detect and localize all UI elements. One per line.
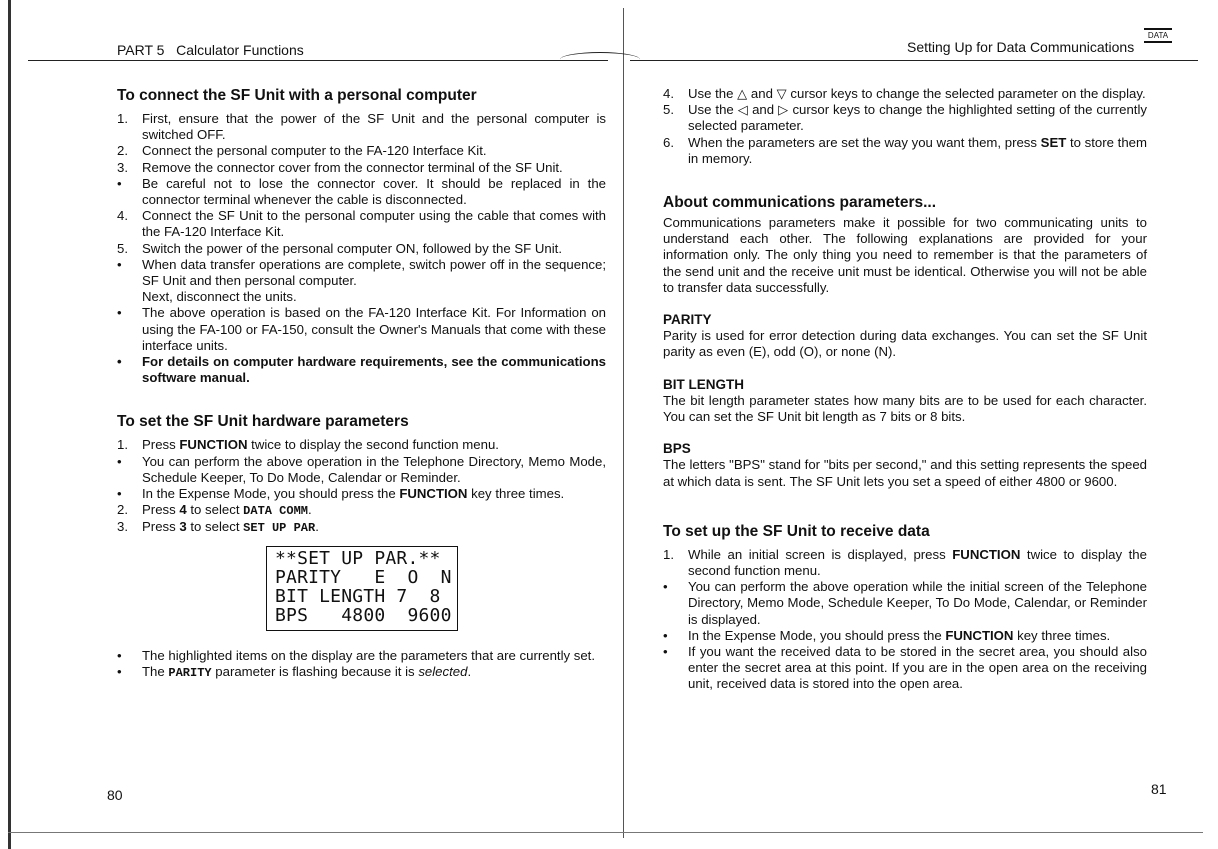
- left-binding-edge: [8, 0, 11, 849]
- list-item: 6. When the parameters are set the way you want them, press SET to store them in memory.: [663, 134, 1147, 166]
- list-item: • In the Expense Mode, you should press the FUNCTION key three times.: [117, 486, 565, 502]
- menu-label: DATA COMM: [243, 504, 308, 519]
- lcd-display: [266, 546, 458, 631]
- right-header-title: Setting Up for Data Communications: [907, 39, 1135, 55]
- list-item: • The highlighted items on the display are the parameters that are currently set.: [117, 648, 596, 663]
- list-item: 4. Use the △ and ▽ cursor keys to change the selected parameter on the display.: [663, 86, 1146, 101]
- key-label: SET: [1040, 134, 1067, 150]
- bitlength-heading: BIT LENGTH: [663, 376, 744, 392]
- list-item: • You can perform the above operation while the initial screen of the Telephone Directory, Memo Mode, Schedule Keeper, To Do Mode, Calendar, or Reminder is displayed.: [663, 579, 1147, 627]
- key-label: FUNCTION: [399, 486, 468, 502]
- left-page: [117, 86, 606, 537]
- receive-steps: [663, 547, 1147, 693]
- list-item: • In the Expense Mode, you should press the FUNCTION key three times.: [663, 627, 1111, 643]
- list-item: • When data transfer operations are complete, switch power off in the sequence; SF Unit and then personal computer.: [117, 256, 606, 289]
- hardware-steps: [117, 437, 606, 536]
- left-header-rule: [28, 60, 608, 61]
- list-item: • For details on computer hardware requirements, see the communications software manual.: [117, 354, 606, 386]
- list-item: • The above operation is based on the FA-120 Interface Kit. For Information on using the FA-100 or FA-150, consult the Owner's Manuals that come with these interface units.: [117, 305, 606, 353]
- list-item: • The PARITY parameter is flashing because it is selected.: [117, 664, 472, 681]
- list-item: 4. Connect the SF Unit to the personal computer using the cable that comes with the FA-120 Interface Kit.: [117, 208, 606, 240]
- bps-paragraph: The letters "BPS" stand for "bits per second," and this setting represents the speed at which data is sent. The SF Unit lets you set a speed of either 4800 or 9600.: [663, 457, 1147, 489]
- key-label: FUNCTION: [952, 546, 1021, 562]
- list-item: 5. Switch the power of the personal computer ON, followed by the SF Unit.: [117, 240, 563, 256]
- footer-rule: [8, 832, 1203, 833]
- key-label: 4: [179, 502, 187, 518]
- lcd-bitlength-row: BIT LENGTH 7 8: [275, 586, 441, 607]
- data-icon: DATA: [1144, 28, 1172, 43]
- key-label: 3: [179, 519, 187, 535]
- list-item: • If you want the received data to be stored in the secret area, you should also enter the secret area at this point. If you are in the open area on the receiving unit, received data is stored into the open area.: [663, 644, 1147, 692]
- list-item: 1. First, ensure that the power of the SF Unit and the personal computer is switched OFF.: [117, 111, 606, 143]
- key-label: FUNCTION: [945, 627, 1014, 643]
- key-label: FUNCTION: [179, 437, 248, 453]
- list-item: Next, disconnect the units.: [142, 289, 297, 305]
- center-spine: [623, 8, 624, 838]
- left-header-title: PART 5 Calculator Functions: [117, 42, 304, 58]
- lcd-title: **SET UP PAR.**: [275, 548, 441, 569]
- lcd-parity-row: PARITY E O N: [275, 567, 452, 588]
- list-item: 1. Press FUNCTION twice to display the second function menu.: [117, 437, 499, 453]
- list-item: • You can perform the above operation in the Telephone Directory, Memo Mode, Schedule Keeper, To Do Mode, Calendar or Reminder.: [117, 453, 606, 485]
- list-item: 5. Use the ◁ and ▷ cursor keys to change the highlighted setting of the currently selected parameter.: [663, 102, 1147, 134]
- right-page: [663, 86, 1147, 693]
- bps-heading: BPS: [663, 441, 691, 457]
- page-number-left: 80: [107, 787, 123, 803]
- list-item: 1. While an initial screen is displayed, press FUNCTION twice to display the second function menu.: [663, 546, 1147, 579]
- list-item: 2. Press 4 to select DATA COMM.: [117, 502, 312, 519]
- section-title-hardware: To set the SF Unit hardware parameters: [117, 413, 409, 431]
- list-item: 3. Remove the connector cover from the connector terminal of the SF Unit.: [117, 159, 563, 175]
- lcd-bps-row: BPS 4800 9600: [275, 605, 452, 626]
- section-title-about: About communications parameters...: [663, 194, 937, 212]
- about-paragraph: Communications parameters make it possible for two communicating units to understand each other. The following explanations are provided for your information only. The only thing you need to remember is that the parameters of the send unit and the receive unit must be identical. Otherwise you will not be able to transfer data successfully.: [663, 215, 1147, 295]
- param-steps: [663, 86, 1147, 167]
- connect-steps: [117, 111, 606, 386]
- section-title-connect: To connect the SF Unit with a personal computer: [117, 87, 477, 104]
- menu-label: PARITY: [168, 666, 212, 681]
- list-item: 3. Press 3 to select SET UP PAR.: [117, 519, 319, 536]
- parity-paragraph: Parity is used for error detection during data exchanges. You can set the SF Unit parity as even (E), odd (O), or none (N).: [663, 328, 1147, 360]
- list-item: 2. Connect the personal computer to the FA-120 Interface Kit.: [117, 143, 487, 159]
- list-item: • Be careful not to lose the connector cover. It should be replaced in the connector terminal whenever the cable is disconnected.: [117, 175, 606, 208]
- right-header-rule: [630, 60, 1198, 61]
- section-title-receive: To set up the SF Unit to receive data: [663, 522, 930, 540]
- bitlength-paragraph: The bit length parameter states how many bits are to be used for each character. You can set the SF Unit bit length as 7 bits or 8 bits.: [663, 392, 1147, 425]
- lcd-notes: [117, 648, 606, 681]
- parity-heading: PARITY: [663, 312, 712, 328]
- menu-label: SET UP PAR: [243, 521, 316, 536]
- page-number-right: 81: [1151, 781, 1167, 797]
- header-rule-curve: [560, 52, 640, 67]
